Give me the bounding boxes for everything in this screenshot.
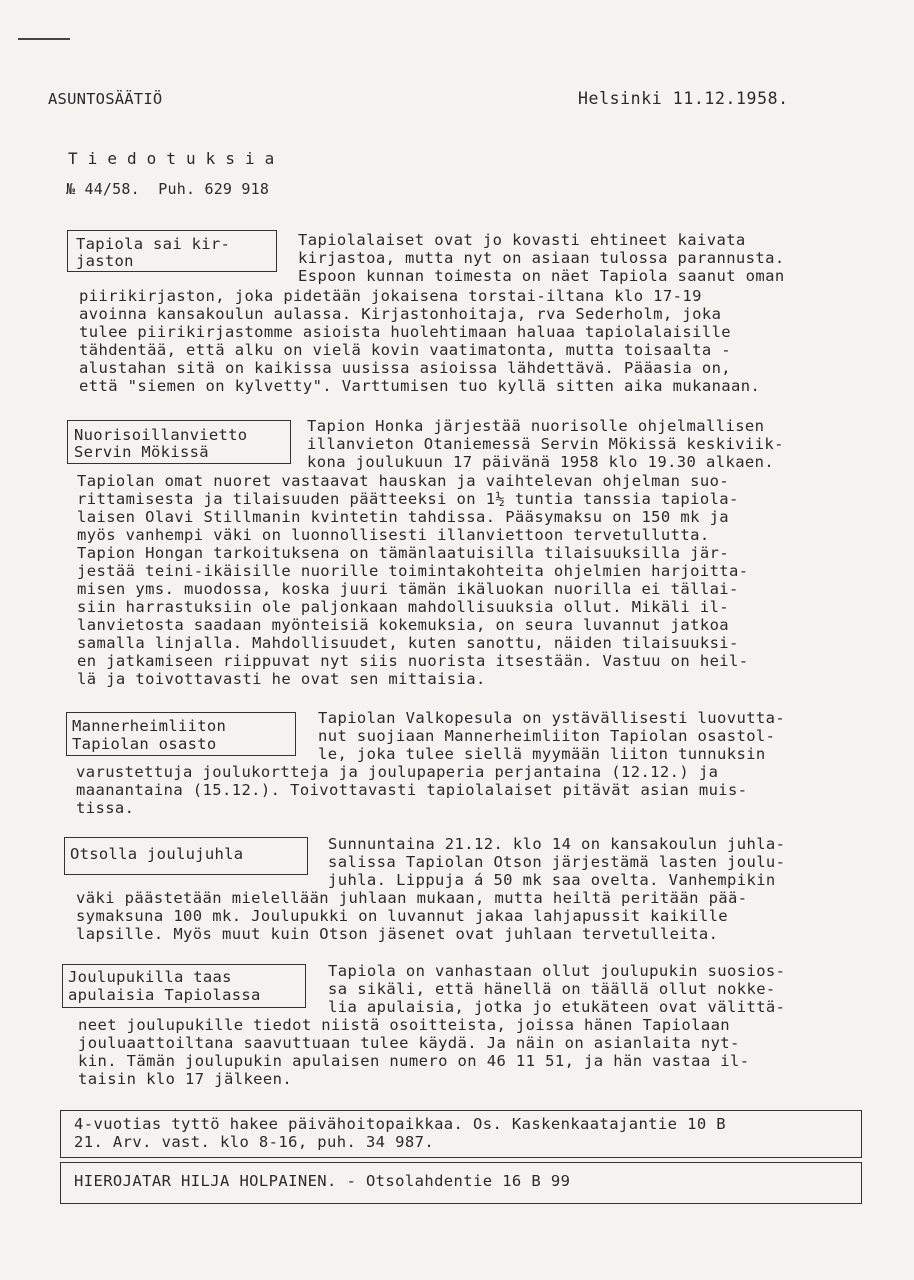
section-heading: Mannerheimliiton [72, 717, 227, 735]
paragraph-line: Tapiolan Valkopesula on ystävällisesti luovutta- [318, 709, 786, 727]
paragraph-line: rittamisesta ja tilaisuuden päätteeksi on 1½ tuntia tanssia tapiola- [77, 490, 739, 508]
paragraph-line: Tapion Honka järjestää nuorisolle ohjelmallisen [307, 417, 765, 435]
section-heading: jaston [76, 252, 134, 270]
paragraph-line: salissa Tapiolan Otson järjestämä lasten joulu- [328, 853, 786, 871]
classified-ad-line: HIEROJATAR HILJA HOLPAINEN. - Otsolahdentie 16 B 99 [74, 1172, 571, 1190]
paragraph-line: tulee piirikirjastomme asioista huolehtimaan haluaa tapiolalaisille [79, 323, 732, 341]
paragraph-line: lapsille. Myös muut kuin Otson jäsenet ovat juhlaan tervetulleita. [76, 925, 719, 943]
section-heading: Otsolla joulujuhla [70, 845, 244, 863]
paragraph-line: kirjastoa, mutta nyt on asiaan tulossa parannusta. [298, 249, 785, 267]
paragraph-line: väki päästetään mielellään juhlaan mukaan, mutta heiltä peritään pää- [76, 889, 748, 907]
paragraph-line: en jatkamiseen riippuvat nyt siis nuorista itsestään. Vastuu on heil- [77, 652, 749, 670]
paragraph-line: laisen Olavi Stillmanin kvintetin tahdissa. Pääsymaksu on 150 mk ja [77, 508, 730, 526]
section-heading: Tapiolan osasto [72, 735, 217, 753]
paragraph-line: Tapion Hongan tarkoituksena on tämänlaatuisilla tilaisuuksilla jär- [77, 544, 730, 562]
paragraph-line: le, joka tulee siellä myymään liiton tunnuksin [318, 745, 766, 763]
bulletin-number: № 44/58. Puh. 629 918 [66, 180, 270, 198]
paragraph-line: lanvietosta saadaan myönteisiä kokemuksia, on seura luvannut jatkoa [77, 616, 730, 634]
paragraph-line: tähdentää, että alku on vielä kovin vaatimatonta, mutta toisaalta - [79, 341, 732, 359]
paragraph-line: Tapiolan omat nuoret vastaavat hauskan ja vaihtelevan ohjelman suo- [77, 472, 730, 490]
paragraph-line: symaksuna 100 mk. Joulupukki on luvannut jakaa lahjapussit kaikille [76, 907, 729, 925]
classified-ad-line: 4-vuotias tyttö hakee päivähoitopaikkaa. Os. Kaskenkaatajantie 10 B [74, 1115, 727, 1133]
document-title: T i e d o t u k s i a [68, 149, 275, 168]
paragraph-line: tissa. [76, 799, 135, 817]
paragraph-line: Sunnuntaina 21.12. klo 14 on kansakoulun juhla- [328, 835, 786, 853]
paragraph-line: Espoon kunnan toimesta on näet Tapiola saanut oman [298, 267, 785, 285]
classified-ad-line: 21. Arv. vast. klo 8-16, puh. 34 987. [74, 1133, 435, 1151]
section-heading: Servin Mökissä [74, 443, 209, 461]
section-heading: Joulupukilla taas [68, 968, 232, 986]
paragraph-line: juhla. Lippuja á 50 mk saa ovelta. Vanhempikin [328, 871, 776, 889]
paragraph-line: Tapiola on vanhastaan ollut joulupukin suosios- [328, 962, 786, 980]
organization-name: ASUNTOSÄÄTIÖ [48, 90, 163, 108]
paragraph-line: jouluaattoiltana saavuttuaan tulee käydä. Ja näin on asianlaita nyt- [78, 1034, 740, 1052]
paragraph-line: jestää teini-ikäisille nuorille toimintakohteita ohjelmien harjoitta- [77, 562, 749, 580]
paragraph-line: kona joulukuun 17 päivänä 1958 klo 19.30 alkaen. [307, 453, 775, 471]
paragraph-line: siin harrastuksiin ole paljonkaan mahdollisuuksia ollut. Mikäli il- [77, 598, 730, 616]
paragraph-line: myös vanhempi väki on luonnollisesti illanviettoon tervetullutta. [77, 526, 710, 544]
paragraph-line: sa sikäli, että hänellä on täällä ollut nokke- [328, 980, 776, 998]
section-heading: Tapiola sai kir- [76, 235, 231, 253]
paragraph-line: piirikirjaston, joka pidetään jokaisena torstai-iltana klo 17-19 [79, 287, 702, 305]
paragraph-line: illanvieton Otaniemessä Servin Mökissä keskiviik- [307, 435, 784, 453]
place-date: Helsinki 11.12.1958. [578, 89, 789, 108]
paragraph-line: varustettuja joulukortteja ja joulupaperia perjantaina (12.12.) ja [76, 763, 719, 781]
paragraph-line: lä ja toivottavasti he ovat sen mittaisia. [77, 670, 486, 688]
section-heading: Nuorisoillanvietto [74, 426, 248, 444]
paragraph-line: kin. Tämän joulupukin apulaisen numero on 46 11 51, ja hän vastaa il- [78, 1052, 750, 1070]
paragraph-line: avoinna kansakoulun aulassa. Kirjastonhoitaja, rva Sederholm, joka [79, 305, 722, 323]
paragraph-line: Tapiolalaiset ovat jo kovasti ehtineet kaivata [298, 231, 746, 249]
paragraph-line: taisin klo 17 jälkeen. [78, 1070, 293, 1088]
section-heading: apulaisia Tapiolassa [68, 986, 261, 1004]
paragraph-line: nut suojiaan Mannerheimliiton Tapiolan osastol- [318, 727, 776, 745]
paragraph-line: samalla linjalla. Mahdollisuudet, kuten sanottu, näiden tilaisuuksi- [77, 634, 739, 652]
paragraph-line: lia apulaisia, jotka jo etukäteen ovat välittä- [328, 998, 786, 1016]
paragraph-line: maanantaina (15.12.). Toivottavasti tapiolalaiset pitävät asian muis- [76, 781, 748, 799]
paragraph-line: että "siemen on kylvetty". Varttumisen tuo kyllä sitten aika mukanaan. [79, 377, 761, 395]
paragraph-line: neet joulupukille tiedot niistä osoitteista, joissa hänen Tapiolaan [78, 1016, 731, 1034]
corner-mark [18, 38, 70, 40]
paragraph-line: misen yms. muodossa, koska juuri tämän ikäluokan nuorilla ei tällai- [77, 580, 739, 598]
paragraph-line: alustahan sitä on kaikissa uusissa asioissa lähdettävä. Pääasia on, [79, 359, 732, 377]
